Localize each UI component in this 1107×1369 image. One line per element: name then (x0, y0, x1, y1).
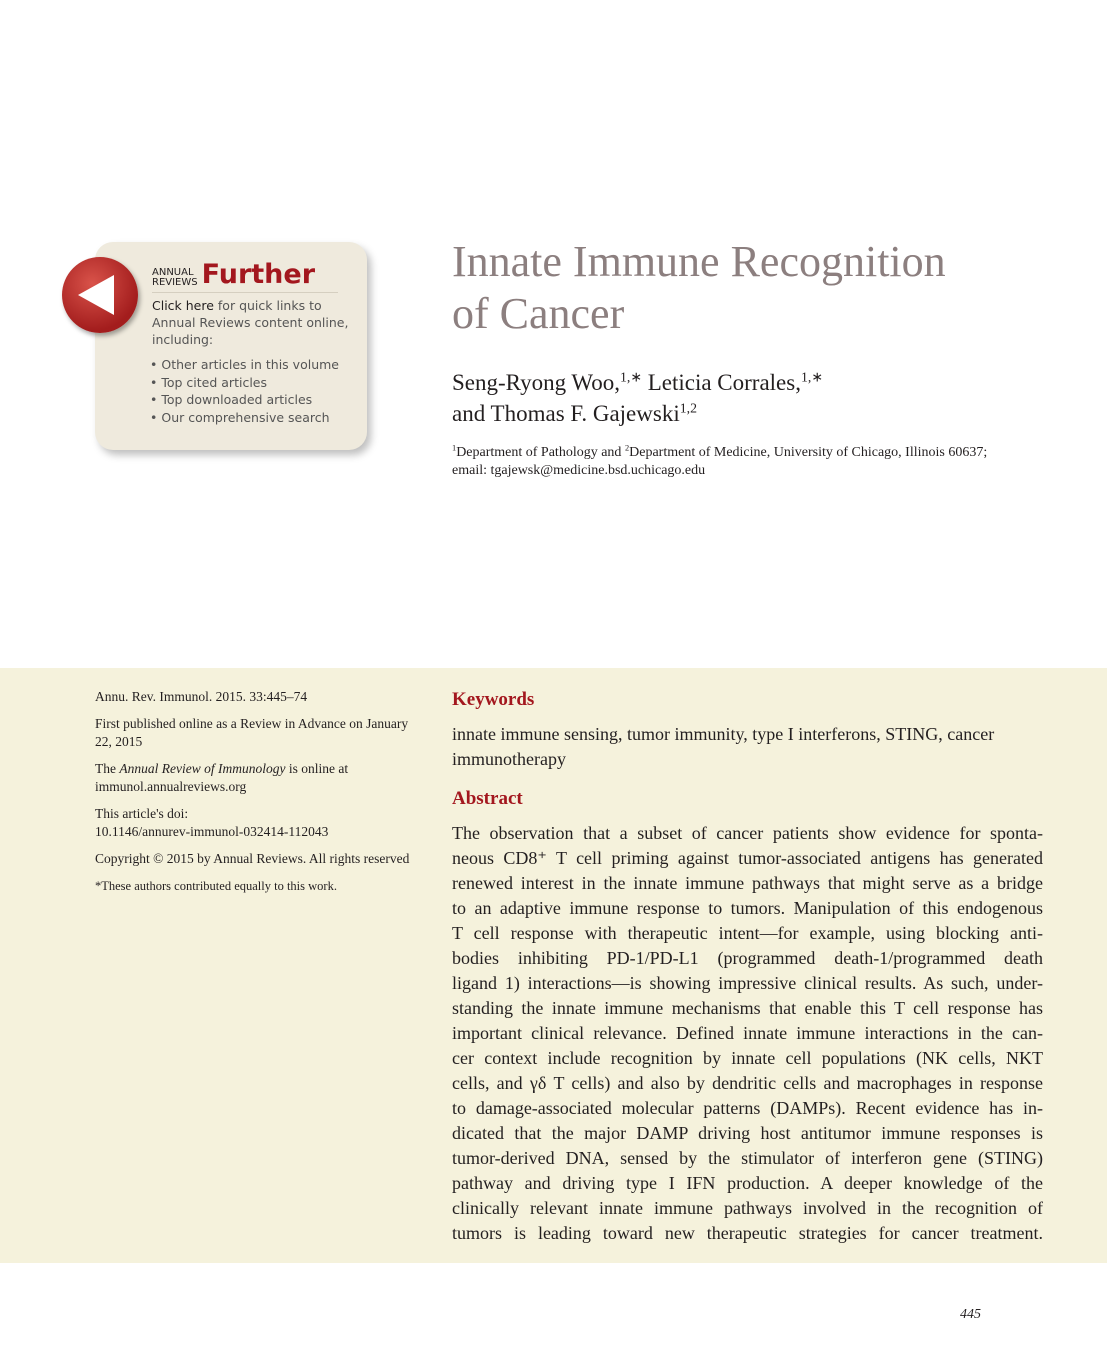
article-title: Innate Immune Recognition of Cancer (452, 237, 946, 338)
abstract-text (452, 821, 1043, 1246)
abstract-line: pathway and driving type I IFN production. A deeper knowledge of the (452, 1173, 1043, 1193)
divider (152, 292, 338, 293)
further-label: Further (201, 259, 316, 290)
further-item[interactable]: • Top downloaded articles (150, 392, 313, 407)
journal-online: The Annual Review of Immunology is online at immunol.annualreviews.org (95, 761, 349, 794)
further-desc: for quick links to Annual Reviews content online, including: (152, 298, 349, 347)
abstract-line: to damage-associated molecular patterns (DAMPs). Recent evidence has in- (452, 1098, 1043, 1118)
annual-label: ANNUAL (152, 267, 194, 278)
keywords-heading: Keywords (452, 689, 535, 710)
click-here-link[interactable]: Click here (152, 298, 214, 313)
triangle-left-icon (74, 272, 120, 318)
abstract-line: important clinical relevance. Defined innate immune interactions in the can- (452, 1023, 1043, 1043)
equal-contribution-note: *These authors contributed equally to this work. (95, 879, 337, 893)
abstract-line: tumor-derived DNA, sensed by the stimulator of interferon gene (STING) (452, 1148, 1043, 1168)
doi: This article's doi: 10.1146/annurev-immunol-032414-112043 (95, 806, 329, 839)
further-list (150, 356, 339, 426)
citation: Annu. Rev. Immunol. 2015. 33:445–74 (95, 689, 308, 704)
back-arrow-button[interactable] (62, 257, 138, 333)
further-text (152, 297, 352, 348)
abstract-line: bodies inhibiting PD-1/PD-L1 (programmed death-1/programmed death (452, 948, 1043, 968)
further-item[interactable]: • Top cited articles (150, 374, 267, 390)
abstract-line: neous CD8⁺ T cell priming against tumor-associated antigens has generated (452, 848, 1043, 868)
copyright: Copyright © 2015 by Annual Reviews. All rights reserved (95, 851, 410, 866)
abstract-line: The observation that a subset of cancer patients show evidence for sponta- (452, 823, 1043, 843)
reviews-label: REVIEWS (152, 277, 198, 288)
abstract-line: tumors is leading toward new therapeutic strategies for cancer treatment. (452, 1223, 1043, 1243)
keywords: innate immune sensing, tumor immunity, type I interferons, STING, cancer immunotherapy (452, 724, 995, 769)
email: email: tgajewsk@medicine.bsd.uchicago.edu (452, 463, 706, 478)
abstract-line: T cell response with therapeutic intent—for example, using blocking anti- (452, 923, 1043, 943)
further-header (152, 259, 316, 290)
abstract-heading: Abstract (452, 788, 523, 809)
authors: Seng-Ryong Woo,$^{1,∗}$ Leticia Corrales,$^{1,∗}$ and Thomas F. Gajewski$^{1,2}$ (452, 369, 823, 426)
abstract-line: dicated that the major DAMP driving host antitumor immune responses is (452, 1123, 1043, 1143)
further-item[interactable]: • Other articles in this volume (150, 357, 339, 372)
affiliations: $^1$Department of Pathology and $^2$Department of Medicine, University of Chicago, Illinois 60637; email: tgajewsk@medicine.bsd.uchicago.edu (452, 444, 1072, 480)
abstract-line: renewed interest in the innate immune pathways that might serve as a bridge (452, 873, 1043, 893)
abstract-line: cer context include recognition by innate cell populations (NK cells, NKT (452, 1048, 1043, 1068)
abstract-line: cells, and γδ T cells) and also by dendritic cells and macrophages in response (452, 1073, 1043, 1093)
page-number: 445 (960, 1307, 981, 1322)
published-date: First published online as a Review in Advance on January 22, 2015 (95, 716, 409, 749)
article-meta (95, 688, 415, 904)
further-item[interactable]: • Our comprehensive search (150, 409, 330, 425)
abstract-line: to an adaptive immune response to tumors. Manipulation of this endogenous (452, 898, 1043, 918)
abstract-line: standing the innate immune mechanisms that enable this T cell response has (452, 998, 1043, 1018)
abstract-line: clinically relevant innate immune pathways involved in the recognition of (452, 1198, 1043, 1218)
abstract-line: ligand 1) interactions—is showing impressive clinical results. As such, under- (452, 973, 1043, 993)
